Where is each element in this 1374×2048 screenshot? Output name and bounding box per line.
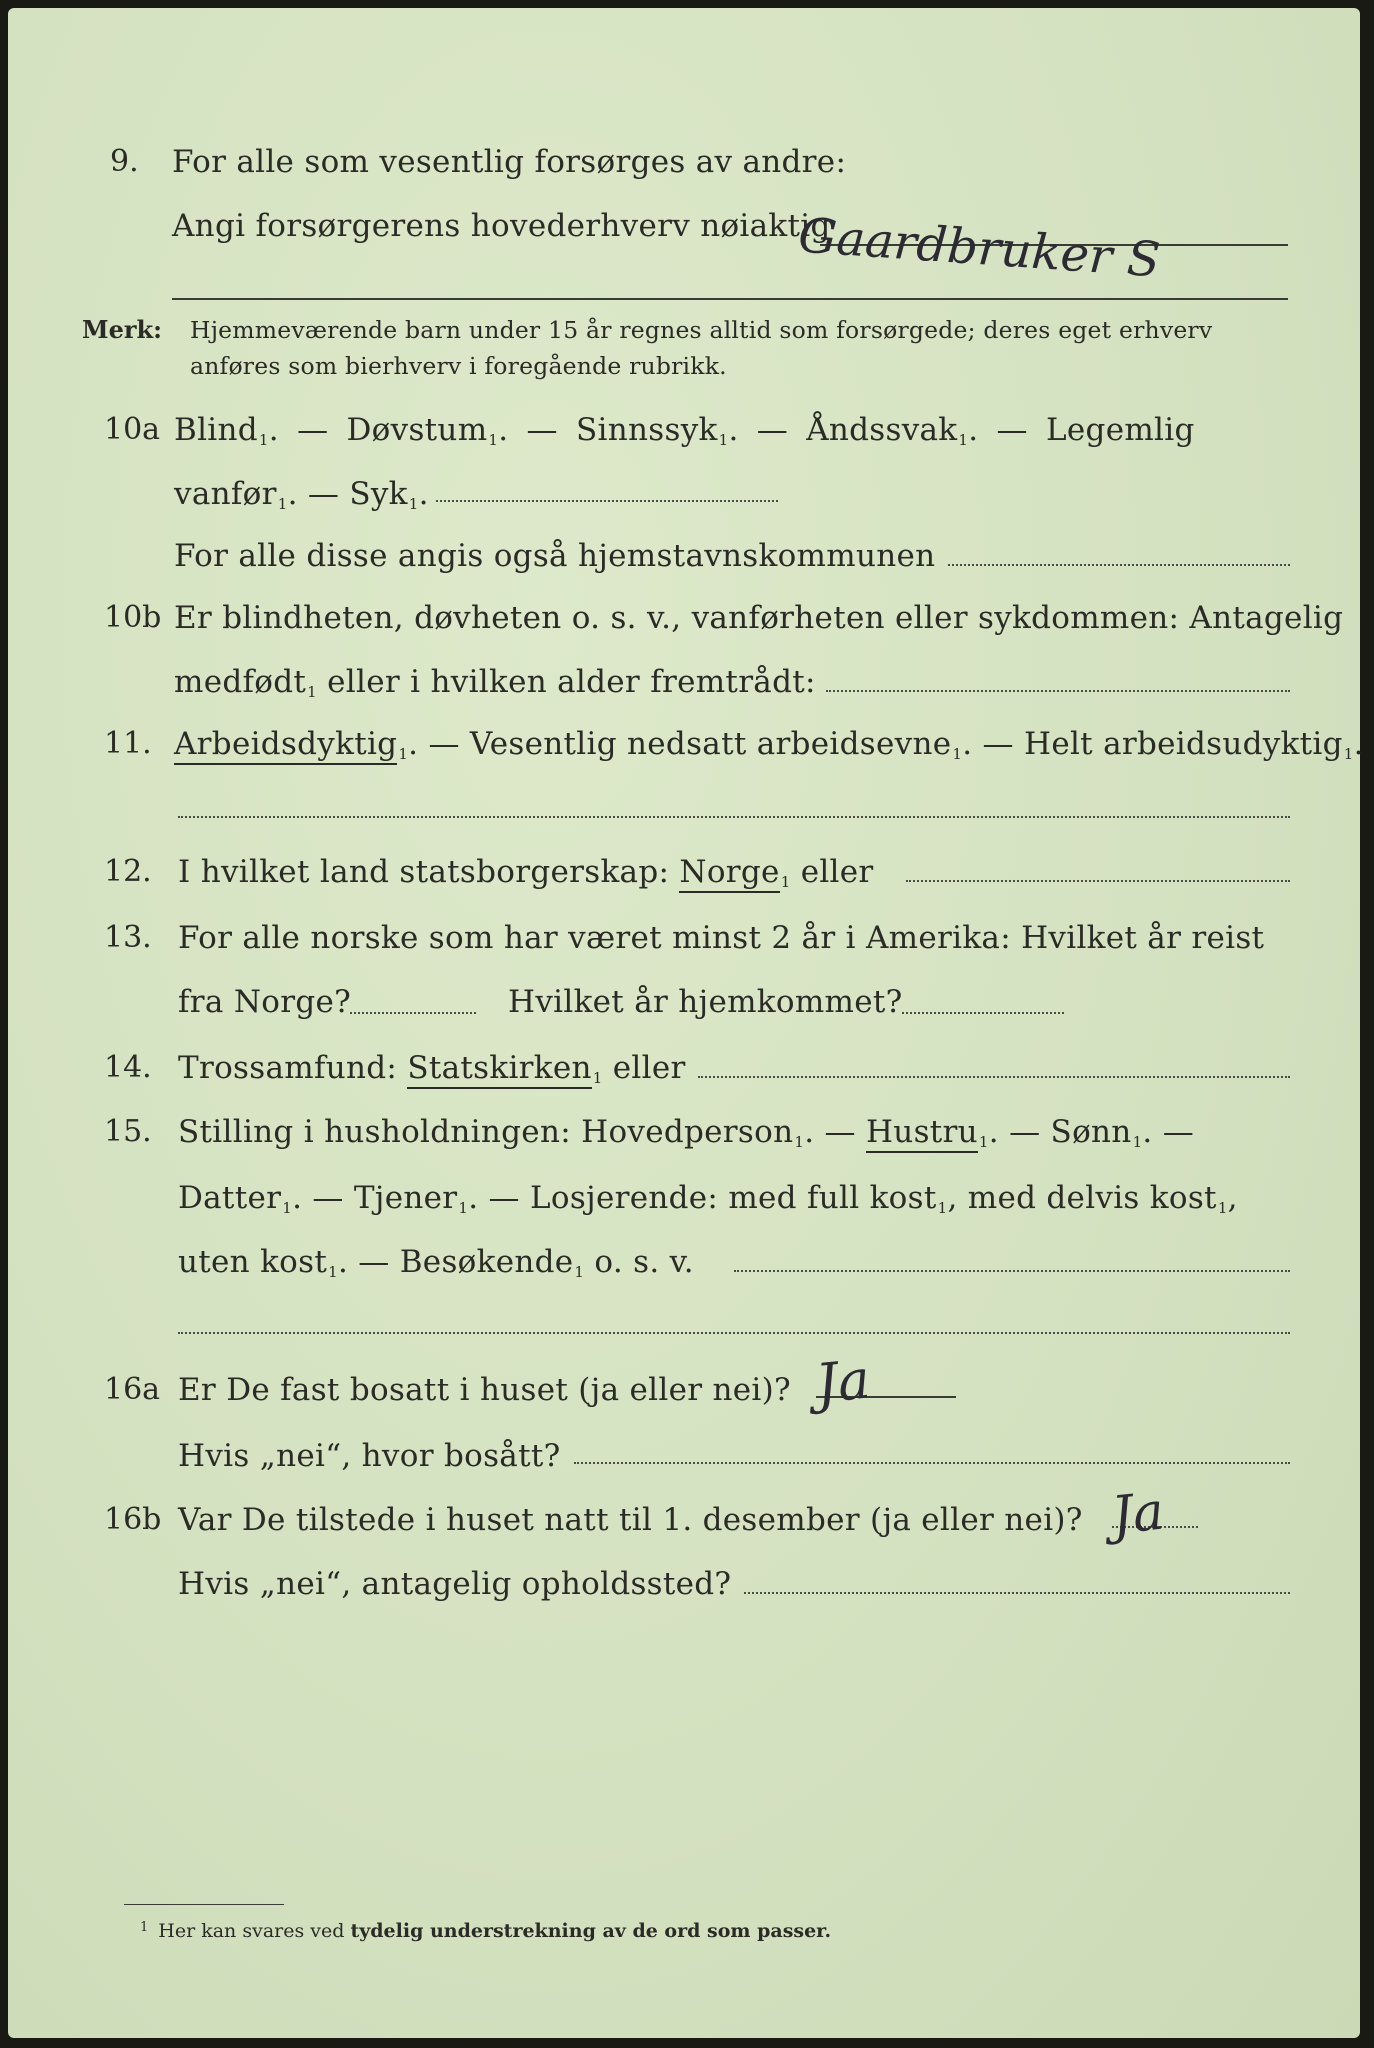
question-text: Hvis „nei“, antagelig opholdssted? xyxy=(178,1566,732,1602)
footnote: $^1$ Her kan svares ved tydelig understrekning av de ord som passer. xyxy=(140,1920,832,1942)
note-text: anføres som bierhverv i foregående rubrikk. xyxy=(190,352,727,380)
question-text: Er blindheten, døvheten o. s. v., vanførheten eller sykdommen: Antagelig xyxy=(174,600,1344,636)
question-number: 11. xyxy=(104,726,152,761)
question-11 xyxy=(8,718,1364,780)
answer-line xyxy=(734,1270,1290,1272)
answer-line xyxy=(436,500,778,502)
note-label: Merk: xyxy=(82,315,162,344)
question-text: medfødt$^1$ eller i hvilken alder fremtrådt: xyxy=(174,664,816,701)
question-text: fra Norge? xyxy=(178,984,352,1020)
answer-line xyxy=(906,880,1290,882)
question-10b-line-2 xyxy=(8,656,1360,718)
question-10a-line-3 xyxy=(8,530,1360,592)
question-text: Blind$^1$. — Døvstum$^1$. — Sinnssyk$^1$. — Åndssvak$^1$. — Legemlig xyxy=(174,412,1195,449)
question-text: For alle disse angis også hjemstavnskommunen xyxy=(174,538,936,574)
question-10b xyxy=(8,592,1360,654)
question-number: 9. xyxy=(110,144,139,179)
question-number: 14. xyxy=(104,1050,152,1085)
question-text: For alle norske som har været minst 2 år i Amerika: Hvilket år reist xyxy=(178,920,1265,956)
question-text: Stilling i husholdningen: Hovedperson$^1$. — Hustru$^1$. — Sønn$^1$. — xyxy=(178,1114,1195,1151)
question-15 xyxy=(8,1106,1360,1168)
question-text: For alle som vesentlig forsørges av andre: xyxy=(172,144,847,180)
answer-line xyxy=(178,816,1290,818)
question-text: vanfør$^1$. — Syk$^1$. xyxy=(174,476,429,513)
question-number: 12. xyxy=(104,854,152,889)
question-text: Var De tilstede i huset natt til 1. desember (ja eller nei)? xyxy=(178,1502,1083,1538)
question-12 xyxy=(8,846,1360,908)
handwritten-answer: Ja xyxy=(812,1347,873,1416)
question-13 xyxy=(8,912,1360,974)
question-15-line-2 xyxy=(8,1172,1360,1234)
handwritten-answer: Ja xyxy=(1109,1481,1167,1547)
answer-line xyxy=(744,1592,1290,1594)
question-16b-line-2 xyxy=(8,1558,1360,1620)
question-number: 10a xyxy=(104,412,161,447)
question-text: uten kost$^1$. — Besøkende$^1$ o. s. v. xyxy=(178,1244,694,1281)
question-number: 10b xyxy=(104,600,162,635)
question-number: 13. xyxy=(104,920,152,955)
footnote-rule xyxy=(124,1904,284,1905)
question-9 xyxy=(8,136,1360,198)
question-text: Angi forsørgerens hovederhverv nøiaktig xyxy=(172,208,831,244)
question-number: 15. xyxy=(104,1114,152,1149)
note-text: Hjemmeværende barn under 15 år regnes alltid som forsørgede; deres eget erhverv xyxy=(190,316,1213,344)
answer-line xyxy=(826,690,1290,692)
question-text: I hvilket land statsborgerskap: Norge$^1$ eller xyxy=(178,854,874,891)
question-text: Trossamfund: Statskirken$^1$ eller xyxy=(178,1050,686,1087)
census-form-page xyxy=(8,8,1364,2038)
answer-line xyxy=(172,298,1288,300)
answer-line xyxy=(902,1012,1064,1014)
question-text: Datter$^1$. — Tjener$^1$. — Losjerende: med full kost$^1$, med delvis kost$^1$, xyxy=(178,1180,1238,1217)
question-text: Er De fast bosatt i huset (ja eller nei)? xyxy=(178,1372,791,1408)
answer-line xyxy=(350,1012,476,1014)
question-16a xyxy=(8,1364,1360,1426)
question-number: 16a xyxy=(104,1372,161,1407)
answer-line xyxy=(574,1462,1290,1464)
answer-line xyxy=(948,564,1290,566)
question-number: 16b xyxy=(104,1502,162,1537)
question-text: Hvilket år hjemkommet? xyxy=(508,984,903,1020)
question-text: Arbeidsdyktig$^1$. — Vesentlig nedsatt arbeidsevne$^1$. — Helt arbeidsudyktig$^1$. xyxy=(174,726,1364,763)
question-text: Hvis „nei“, hvor bosått? xyxy=(178,1438,561,1474)
question-13-line-2 xyxy=(8,976,1360,1038)
question-10a-line-2 xyxy=(8,468,1360,530)
question-10a xyxy=(8,404,1360,466)
question-15-line-3 xyxy=(8,1236,1360,1298)
question-14 xyxy=(8,1042,1360,1104)
handwritten-answer: Gaardbruker S xyxy=(796,207,1162,289)
answer-line xyxy=(178,1332,1290,1334)
answer-line xyxy=(698,1076,1290,1078)
